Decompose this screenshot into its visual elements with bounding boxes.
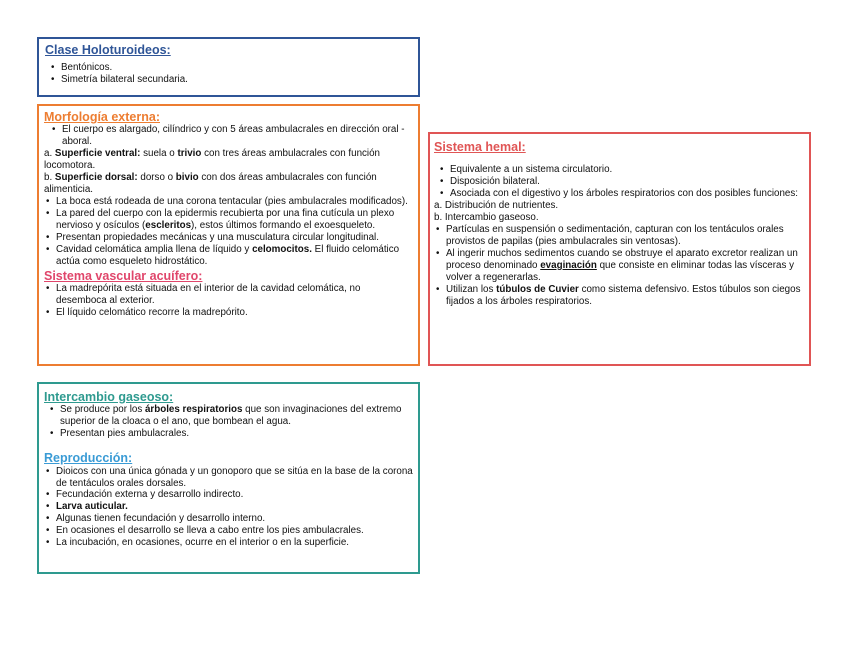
list-item: • La incubación, en ocasiones, ocurre en el interior o en la superficie.	[46, 537, 349, 549]
list-item: • La pared del cuerpo con la epidermis recubierta por una fina cutícula un plexo nervioso y osículos (escleritos), estos últimos formando el exoesqueleto.	[46, 207, 395, 231]
list-item: • Simetría bilateral secundaria.	[51, 74, 188, 86]
list-item: • Utilizan los túbulos de Cuvier como sistema defensivo. Estos túbulos son ciegos fijados a los árboles respiratorios.	[436, 283, 801, 307]
list-item: • El cuerpo es alargado, cilíndrico y con 5 áreas ambulacrales en dirección oral - aboral.	[52, 124, 405, 148]
list-item: b. Intercambio gaseoso.	[434, 212, 539, 224]
list-item: • El líquido celomático recorre la madrepórito.	[46, 306, 248, 318]
bullet-icon: •	[50, 404, 54, 416]
list-item: • La boca está rodeada de una corona tentacular (pies ambulacrales modificados).	[46, 196, 408, 207]
bullet-icon: •	[46, 243, 50, 255]
list-item: • Larva auticular.	[46, 501, 128, 513]
list-item: • Fecundación externa y desarrollo indirecto.	[46, 489, 244, 501]
bullet-icon: •	[50, 428, 54, 440]
bullet-icon: •	[46, 306, 50, 318]
hemal-title: Sistema hemal:	[434, 140, 526, 154]
bullet-icon: •	[436, 247, 440, 259]
list-item: • Asociada con el digestivo y los árboles respiratorios con dos posibles funciones:	[440, 188, 798, 200]
bullet-icon: •	[440, 188, 444, 200]
morfologia-title: Morfología externa:	[44, 110, 160, 124]
list-item: b. Superficie dorsal: dorso o bivio con dos áreas ambulacrales con función alimenticia.	[44, 172, 377, 196]
list-item: • Bentónicos.	[51, 62, 113, 74]
list-item: • Algunas tienen fecundación y desarrollo interno.	[46, 513, 266, 525]
morfologia-box	[37, 104, 420, 366]
bullet-icon: •	[440, 176, 444, 188]
bullet-icon: •	[46, 537, 50, 549]
bullet-icon: •	[46, 465, 50, 477]
list-item: • Al ingerir muchos sedimentos cuando se obstruye el aparato excretor realizan un proceso denominado evaginación que consiste en eliminar todas las vísceras y volver a regenerarlas.	[436, 247, 798, 283]
bullet-icon: •	[51, 62, 55, 74]
intercambio-title: Intercambio gaseoso:	[44, 390, 174, 404]
bullet-icon: •	[436, 283, 440, 295]
clase-box	[37, 37, 420, 97]
list-item: • Cavidad celomática amplia llena de líquido y celomocitos. El fluido celomático actúa como esqueleto hidrostático.	[46, 243, 400, 267]
bullet-icon: •	[52, 124, 56, 136]
reproduccion-title: Reproducción:	[44, 451, 133, 466]
bullet-icon: •	[440, 164, 444, 176]
list-item: • La madrepórita está situada en el interior de la cavidad celomática, no desemboca al exterior.	[46, 283, 361, 306]
list-item: • Partículas en suspensión o sedimentación, capturan con los tentáculos orales provistos de papilas (pies ambulacrales sin ventosas).	[436, 224, 784, 247]
list-item: • En ocasiones el desarrollo se lleva a cabo entre los pies ambulacrales.	[46, 525, 364, 537]
clase-title: Clase Holoturoideos:	[45, 43, 171, 57]
bullet-icon: •	[46, 489, 50, 501]
list-item: a. Distribución de nutrientes.	[434, 200, 559, 212]
bullet-icon: •	[46, 525, 50, 537]
bullet-icon: •	[46, 513, 50, 525]
list-item: • Presentan propiedades mecánicas y una musculatura circular longitudinal.	[46, 231, 379, 243]
bullet-icon: •	[46, 231, 50, 243]
vascular-title: Sistema vascular acuífero:	[44, 268, 203, 283]
list-item: • Equivalente a un sistema circulatorio.	[440, 164, 613, 176]
list-item: • Presentan pies ambulacrales.	[50, 428, 190, 440]
hemal-box	[428, 132, 811, 366]
bullet-icon: •	[46, 196, 50, 207]
bullet-icon: •	[46, 207, 50, 219]
bullet-icon: •	[46, 283, 50, 294]
list-item: • Se produce por los árboles respiratorios que son invaginaciones del extremo superior de la cloaca o el ano, que bombean el agua.	[50, 404, 402, 428]
bullet-icon: •	[51, 74, 55, 86]
list-item: • Disposición bilateral.	[440, 176, 540, 188]
bullet-icon: •	[46, 501, 50, 513]
bullet-icon: •	[436, 224, 440, 236]
list-item: a. Superficie ventral: suela o trivio con tres áreas ambulacrales con función locomotora.	[44, 148, 381, 172]
intercambio-box	[37, 382, 420, 574]
list-item: • Dioicos con una única gónada y un gonoporo que se sitúa en la base de la corona de tentáculos orales dorsales.	[46, 465, 413, 489]
